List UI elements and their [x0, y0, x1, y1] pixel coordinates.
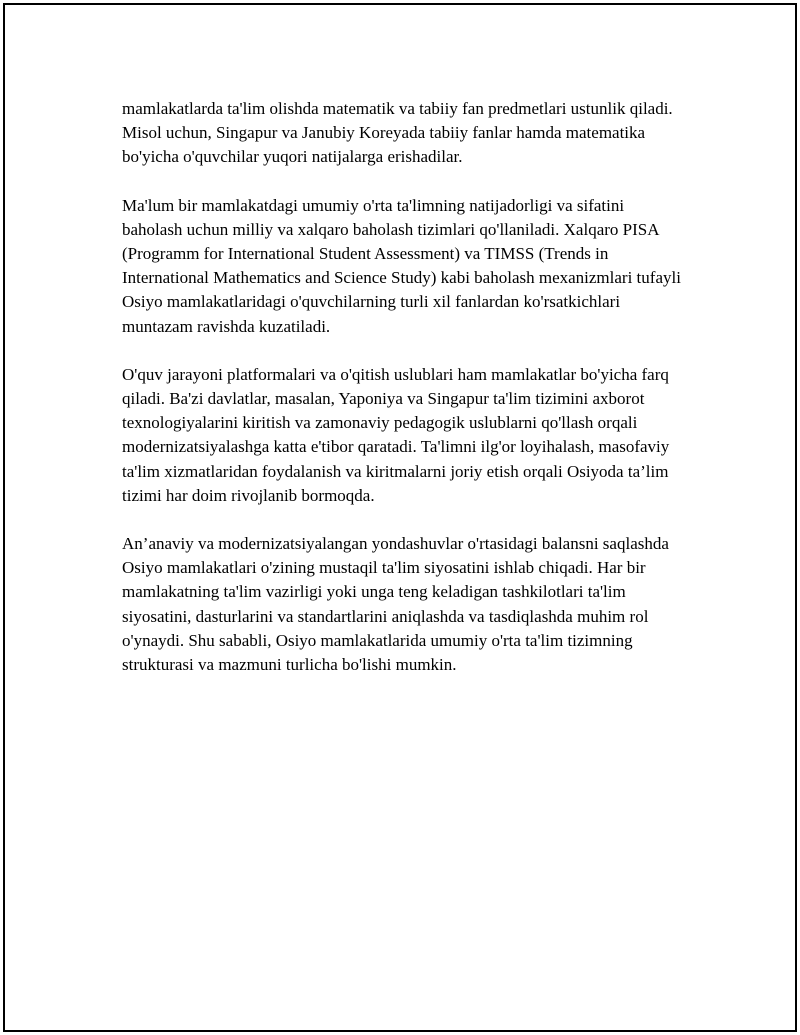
page-frame: [3, 3, 797, 1032]
document-body: [122, 97, 688, 701]
paragraph-2: Ma'lum bir mamlakatdagi umumiy o'rta ta'limning natijadorligi va sifatini baholash uchun milliy va xalqaro baholash tizimlari qo'llaniladi. Xalqaro PISA (Programm for International Student Assessment) va TIMSS (Trends in International Mathematics and Science Study) kabi baholash mexanizmlari tufayli Osiyo mamlakatlaridagi o'quvchilarning turli xil fanlardan ko'rsatkichlari muntazam ravishda kuzatiladi.: [122, 195, 681, 336]
paragraph-1: mamlakatlarda ta'lim olishda matematik va tabiiy fan predmetlari ustunlik qiladi. Misol uchun, Singapur va Janubiy Koreyada tabiiy fanlar hamda matematika bo'yicha o'quvchilar yuqori natijalarga erishadilar.: [122, 99, 673, 167]
paragraph-3: O'quv jarayoni platformalari va o'qitish uslublari ham mamlakatlar bo'yicha farq qiladi. Ba'zi davlatlar, masalan, Yaponiya va Singapur ta'lim tizimini axborot texnologiyalarini kiritish va zamonaviy pedagogik uslublarni qo'llash orqali modernizatsiyalashga katta e'tibor qaratadi. Ta'limni ilg'or loyihalash, masofaviy ta'lim xizmatlaridan foydalanish va kiritmalarni joriy etish orqali Osiyoda ta’lim tizimi har doim rivojlanib bormoqda.: [122, 364, 670, 505]
paragraph-4: An’anaviy va modernizatsiyalangan yondashuvlar o'rtasidagi balansni saqlashda Osiyo mamlakatlari o'zining mustaqil ta'lim siyosatini ishlab chiqadi. Har bir mamlakatning ta'lim vazirligi yoki unga teng keladigan tashkilotlari ta'lim siyosatini, dasturlarini va standartlarini aniqlashda va tasdiqlashda muhim rol o'ynaydi. Shu sababli, Osiyo mamlakatlarida umumiy o'rta ta'lim tizimning strukturasi va mazmuni turlicha bo'lishi mumkin.: [122, 534, 669, 675]
